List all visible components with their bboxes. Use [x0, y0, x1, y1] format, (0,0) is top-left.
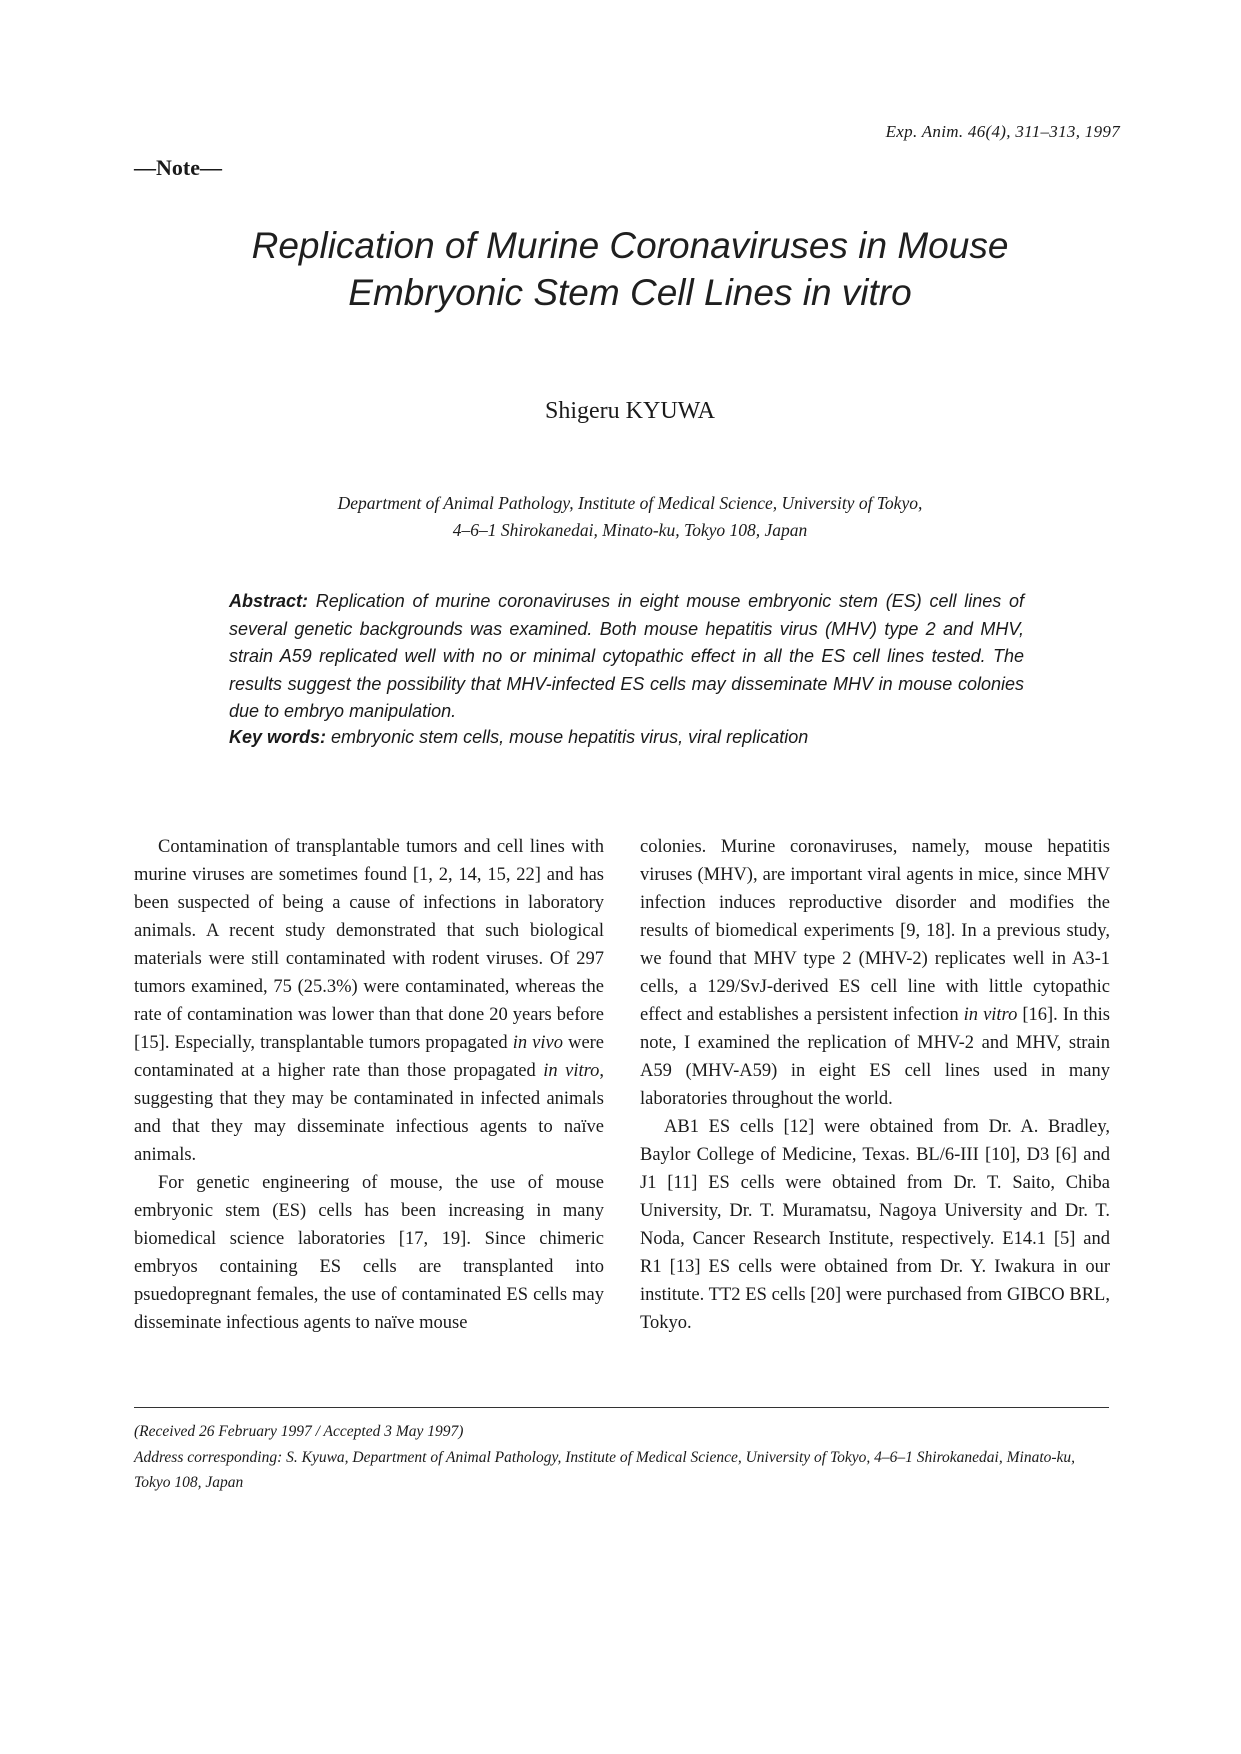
affiliation-line-2: 4–6–1 Shirokanedai, Minato-ku, Tokyo 108, Japan	[452, 520, 808, 540]
article-title	[150, 222, 1110, 316]
title-line-1: Replication of Murine Coronaviruses in Mouse	[251, 225, 1009, 266]
affiliation	[150, 490, 1110, 544]
author: Shigeru KYUWA	[545, 398, 715, 424]
body-paragraph	[134, 833, 604, 1169]
text-run: Contamination of transplantable tumors and cell lines with murine viruses are sometimes found [1, 2, 14, 15, 22] and has been suspected of being a cause of infections in laboratory animals. A recent study demonstrated that such biological materials were still contaminated with rodent viruses. Of 297 tumors examined, 75 (25.3%) were contaminated, whereas the rate of contamination was lower than that done 20 years before [15]. Especially, transplantable tumors propagated	[134, 837, 604, 1053]
body-paragraph: For genetic engineering of mouse, the use of mouse embryonic stem (ES) cells has been increasing in many biomedical science laboratories [17, 19]. Since chimeric embryos containing ES cells are transplanted into psuedopregnant females, the use of contaminated ES cells may disseminate infectious agents to naïve mouse	[134, 1173, 604, 1333]
text-run: were contaminated at a higher rate than those propagated	[134, 1033, 605, 1081]
italic-term: in vitro	[963, 1005, 1018, 1025]
body-paragraph: AB1 ES cells [12] were obtained from Dr. A. Bradley, Baylor College of Medicine, Texas. BL/6-III [10], D3 [6] and J1 [11] ES cells were obtained from Dr. T. Saito, Chiba University, Dr. T. Muramatsu, Nagoya University and Dr. T. Noda, Cancer Research Institute, respectively. E14.1 [5] and R1 [13] ES cells were obtained from Dr. Y. Iwakura in our institute. TT2 ES cells [20] were purchased from GIBCO BRL, Tokyo.	[640, 1117, 1110, 1333]
abstract	[229, 588, 1024, 726]
affiliation-line-1: Department of Animal Pathology, Institute of Medical Science, University of Tokyo,	[337, 493, 923, 513]
italic-term: in vitro	[543, 1061, 600, 1081]
body-paragraph	[640, 833, 1110, 1113]
keywords-text: embryonic stem cells, mouse hepatitis virus, viral replication	[331, 727, 809, 747]
abstract-text: Replication of murine coronaviruses in eight mouse embryonic stem (ES) cell lines of several genetic backgrounds was examined. Both mouse hepatitis virus (MHV) type 2 and MHV, strain A59 replicated well with no or minimal cytopathic effect in all the ES cell lines tested. The results suggest the possibility that MHV-infected ES cells may disseminate MHV in mouse colonies due to embryo manipulation.	[229, 591, 1024, 721]
footnote-divider	[134, 1407, 1109, 1408]
abstract-label: Abstract:	[229, 591, 309, 611]
text-run: [16]. In this note, I examined the replication of MHV-2 and MHV, strain A59 (MHV-A59) in eight ES cell lines used in many laboratories throughout the world.	[640, 1005, 1110, 1109]
section-label: —Note—	[134, 155, 222, 180]
italic-term: in vivo	[512, 1033, 563, 1053]
journal-reference: Exp. Anim. 46(4), 311–313, 1997	[885, 122, 1120, 141]
text-run: colonies. Murine coronaviruses, namely, mouse hepatitis viruses (MHV), are important viral agents in mice, since MHV infection induces reproductive disorder and modifies the results of biomedical experiments [9, 18]. In a previous study, we found that MHV type 2 (MHV-2) replicates well in A3-1 cells, a 129/SvJ-derived ES cell line with little cytopathic effect and establishes a persistent infection	[640, 837, 1110, 1025]
body-column-left	[134, 833, 604, 1337]
correspondence-address: Address corresponding: S. Kyuwa, Department of Animal Pathology, Institute of Medical Science, University of Tokyo, 4–6–1 Shirokanedai, Minato-ku, Tokyo 108, Japan	[134, 1449, 1076, 1491]
title-line-2: Embryonic Stem Cell Lines in vitro	[348, 272, 912, 313]
received-dates: (Received 26 February 1997 / Accepted 3 May 1997)	[134, 1423, 464, 1440]
text-run: , suggesting that they may be contaminated in infected animals and that they may disseminate infectious agents to naïve animals.	[134, 1061, 604, 1165]
keywords-label: Key words:	[229, 727, 327, 747]
keywords	[229, 724, 1024, 752]
body-column-right	[640, 833, 1110, 1337]
